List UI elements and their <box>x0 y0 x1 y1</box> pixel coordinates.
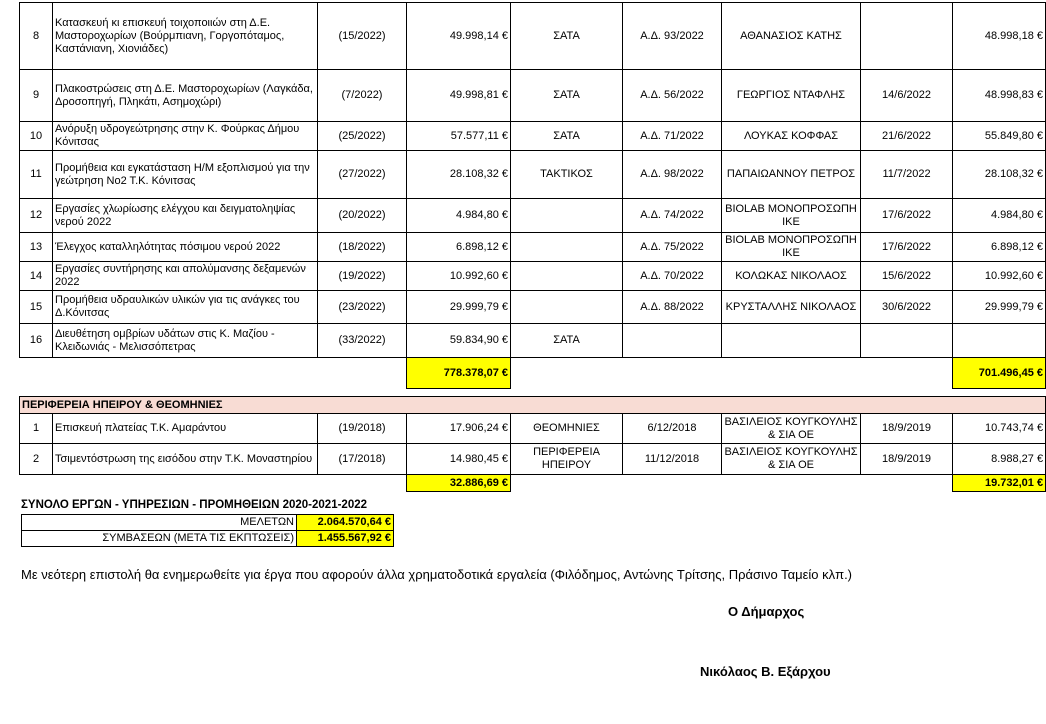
region-totals-row <box>20 475 1046 492</box>
row-number: 10 <box>20 122 53 151</box>
decision-number: Α.Δ. 98/2022 <box>623 151 722 199</box>
project-title: Τσιμεντόστρωση της εισόδου στην Τ.Κ. Μοναστηρίου <box>53 444 318 475</box>
decision-number <box>623 324 722 358</box>
contract-amount: 48.998,18 € <box>953 3 1046 70</box>
contractor-name: ΠΑΠΑΙΩΑΝΝΟΥ ΠΕΤΡΟΣ <box>722 151 861 199</box>
contract-amount: 10.743,74 € <box>953 414 1046 444</box>
summary-table <box>21 514 394 547</box>
funding-source: ΣΑΤΑ <box>511 122 623 151</box>
contract-date: 15/6/2022 <box>861 262 953 291</box>
decision-number: Α.Δ. 71/2022 <box>623 122 722 151</box>
row-number: 12 <box>20 199 53 233</box>
funding-source: ΣΑΤΑ <box>511 324 623 358</box>
decision-number: Α.Δ. 88/2022 <box>623 291 722 324</box>
project-title: Εργασίες συντήρησης και απολύμανσης δεξαμενών 2022 <box>53 262 318 291</box>
contracts-value: 1.455.567,92 € <box>297 531 394 547</box>
study-number: (25/2022) <box>318 122 407 151</box>
row-number: 15 <box>20 291 53 324</box>
contract-amount: 8.988,27 € <box>953 444 1046 475</box>
contract-date: 11/7/2022 <box>861 151 953 199</box>
table-row <box>20 262 1046 291</box>
project-title: Εργασίες χλωρίωσης ελέγχου και δειγματοληψίας νερού 2022 <box>53 199 318 233</box>
contract-amount <box>953 324 1046 358</box>
contractor-name: ΒΑΣΙΛΕΙΟΣ ΚΟΥΓΚΟΥΛΗΣ & ΣΙΑ ΟΕ <box>722 414 861 444</box>
project-title: Έλεγχος καταλληλότητας πόσιμου νερού 2022 <box>53 233 318 262</box>
budget-amount: 4.984,80 € <box>407 199 511 233</box>
contractor-name: ΓΕΩΡΓΙΟΣ ΝΤΑΦΛΗΣ <box>722 70 861 122</box>
studies-label: ΜΕΛΕΤΩΝ <box>22 515 297 531</box>
funding-source: ΣΑΤΑ <box>511 3 623 70</box>
contract-amount: 10.992,60 € <box>953 262 1046 291</box>
studies-value: 2.064.570,64 € <box>297 515 394 531</box>
contract-date: 18/9/2019 <box>861 444 953 475</box>
contractor-name: BIOLAB ΜΟΝΟΠΡΟΣΩΠΗ ΙΚΕ <box>722 233 861 262</box>
study-number: (27/2022) <box>318 151 407 199</box>
funding-source: ΘΕΟΜΗΝΙΕΣ <box>511 414 623 444</box>
contract-date: 17/6/2022 <box>861 199 953 233</box>
contractor-name: ΑΘΑΝΑΣΙΟΣ ΚΑΤΗΣ <box>722 3 861 70</box>
project-title: Πλακοστρώσεις στη Δ.Ε. Μαστοροχωρίων (Λαγκάδα, Δροσοπηγή, Πληκάτι, Ασημοχώρι) <box>53 70 318 122</box>
contractor-name: ΚΟΛΩΚΑΣ ΝΙΚΟΛΑΟΣ <box>722 262 861 291</box>
budget-amount: 6.898,12 € <box>407 233 511 262</box>
region-table <box>19 396 1046 492</box>
decision-number: 6/12/2018 <box>623 414 722 444</box>
budget-amount: 10.992,60 € <box>407 262 511 291</box>
decision-number: Α.Δ. 75/2022 <box>623 233 722 262</box>
contractor-name: ΚΡΥΣΤΑΛΛΗΣ ΝΙΚΟΛΑΟΣ <box>722 291 861 324</box>
contract-date: 18/9/2019 <box>861 414 953 444</box>
budget-amount: 49.998,14 € <box>407 3 511 70</box>
contract-date <box>861 324 953 358</box>
region-budget-total: 32.886,69 € <box>407 475 511 492</box>
project-title: Κατασκευή κι επισκευή τοιχοποιιών στη Δ.Ε. Μαστοροχωρίων (Βούρμπιανη, Γοργοπόταμος, Καστάνιανη, Χιονιάδες) <box>53 3 318 70</box>
signature-title: Ο Δήμαρχος <box>728 604 805 619</box>
decision-number: 11/12/2018 <box>623 444 722 475</box>
row-number: 8 <box>20 3 53 70</box>
table-row <box>20 151 1046 199</box>
study-number: (23/2022) <box>318 291 407 324</box>
contract-total: 701.496,45 € <box>953 358 1046 389</box>
signature-name: Νικόλαος Β. Εξάρχου <box>700 664 831 679</box>
study-number: (33/2022) <box>318 324 407 358</box>
row-number: 14 <box>20 262 53 291</box>
contract-amount: 6.898,12 € <box>953 233 1046 262</box>
contractor-name: BIOLAB ΜΟΝΟΠΡΟΣΩΠΗ ΙΚΕ <box>722 199 861 233</box>
budget-amount: 49.998,81 € <box>407 70 511 122</box>
decision-number: Α.Δ. 70/2022 <box>623 262 722 291</box>
decision-number: Α.Δ. 74/2022 <box>623 199 722 233</box>
contractor-name: ΒΑΣΙΛΕΙΟΣ ΚΟΥΓΚΟΥΛΗΣ & ΣΙΑ ΟΕ <box>722 444 861 475</box>
funding-source <box>511 199 623 233</box>
contract-date: 30/6/2022 <box>861 291 953 324</box>
budget-amount: 14.980,45 € <box>407 444 511 475</box>
budget-total: 778.378,07 € <box>407 358 511 389</box>
budget-amount: 59.834,90 € <box>407 324 511 358</box>
summary-studies-row <box>22 515 394 531</box>
projects-table <box>19 2 1046 389</box>
region-contract-total: 19.732,01 € <box>953 475 1046 492</box>
summary-contracts-row <box>22 531 394 547</box>
contract-date: 21/6/2022 <box>861 122 953 151</box>
contractor-name: ΛΟΥΚΑΣ ΚΟΦΦΑΣ <box>722 122 861 151</box>
table-row <box>20 233 1046 262</box>
funding-source: ΤΑΚΤΙΚΟΣ <box>511 151 623 199</box>
budget-amount: 29.999,79 € <box>407 291 511 324</box>
study-number: (18/2022) <box>318 233 407 262</box>
study-number: (20/2022) <box>318 199 407 233</box>
region-table-body <box>20 397 1046 492</box>
project-title: Διευθέτηση ομβρίων υδάτων στις Κ. Μαζίου - Κλειδωνιάς - Μελισσόπετρας <box>53 324 318 358</box>
region-header-row <box>20 397 1046 414</box>
contract-date: 17/6/2022 <box>861 233 953 262</box>
table-row <box>20 414 1046 444</box>
funding-source: ΠΕΡΙΦΕΡΕΙΑ ΗΠΕΙΡΟΥ <box>511 444 623 475</box>
table-row <box>20 3 1046 70</box>
budget-amount: 28.108,32 € <box>407 151 511 199</box>
study-number: (19/2022) <box>318 262 407 291</box>
contract-amount: 4.984,80 € <box>953 199 1046 233</box>
project-title: Επισκευή πλατείας Τ.Κ. Αμαράντου <box>53 414 318 444</box>
contract-amount: 48.998,83 € <box>953 70 1046 122</box>
contract-amount: 55.849,80 € <box>953 122 1046 151</box>
budget-amount: 57.577,11 € <box>407 122 511 151</box>
row-number: 1 <box>20 414 53 444</box>
totals-row <box>20 358 1046 389</box>
project-title: Προμήθεια και εγκατάσταση Η/Μ εξοπλισμού για την γεώτρηση Νο2 Τ.Κ. Κόνιτσας <box>53 151 318 199</box>
funding-source <box>511 262 623 291</box>
contract-date: 14/6/2022 <box>861 70 953 122</box>
funding-source <box>511 233 623 262</box>
funding-source: ΣΑΤΑ <box>511 70 623 122</box>
note-text: Με νεότερη επιστολή θα ενημερωθείτε για έργα που αφορούν άλλα χρηματοδοτικά εργαλεία (Φιλόδημος, Αντώνης Τρίτσης, Πράσινο Ταμείο κλπ.) <box>21 567 853 582</box>
study-number: (7/2022) <box>318 70 407 122</box>
table-row <box>20 199 1046 233</box>
table-row <box>20 291 1046 324</box>
contracts-label: ΣΥΜΒΑΣΕΩΝ (ΜΕΤΑ ΤΙΣ ΕΚΠΤΩΣΕΙΣ) <box>22 531 297 547</box>
study-number: (19/2018) <box>318 414 407 444</box>
study-number: (17/2018) <box>318 444 407 475</box>
table-row <box>20 324 1046 358</box>
contract-date <box>861 3 953 70</box>
contract-amount: 28.108,32 € <box>953 151 1046 199</box>
contract-amount: 29.999,79 € <box>953 291 1046 324</box>
row-number: 16 <box>20 324 53 358</box>
row-number: 9 <box>20 70 53 122</box>
budget-amount: 17.906,24 € <box>407 414 511 444</box>
funding-source <box>511 291 623 324</box>
table-row <box>20 444 1046 475</box>
decision-number: Α.Δ. 93/2022 <box>623 3 722 70</box>
table-row <box>20 70 1046 122</box>
row-number: 13 <box>20 233 53 262</box>
row-number: 2 <box>20 444 53 475</box>
summary-title: ΣΥΝΟΛΟ ΕΡΓΩΝ - ΥΠΗΡΕΣΙΩΝ - ΠΡΟΜΗΘΕΙΩΝ 2020-2021-2022 <box>21 499 368 511</box>
contractor-name <box>722 324 861 358</box>
table-row <box>20 122 1046 151</box>
region-header: ΠΕΡΙΦΕΡΕΙΑ ΗΠΕΙΡΟΥ & ΘΕΟΜΗΝΙΕΣ <box>20 397 1046 414</box>
row-number: 11 <box>20 151 53 199</box>
project-title: Προμήθεια υδραυλικών υλικών για τις ανάγκες του Δ.Κόνιτσας <box>53 291 318 324</box>
project-title: Ανόρυξη υδρογεώτρησης στην Κ. Φούρκας Δήμου Κόνιτσας <box>53 122 318 151</box>
decision-number: Α.Δ. 56/2022 <box>623 70 722 122</box>
projects-table-body <box>20 3 1046 389</box>
study-number: (15/2022) <box>318 3 407 70</box>
